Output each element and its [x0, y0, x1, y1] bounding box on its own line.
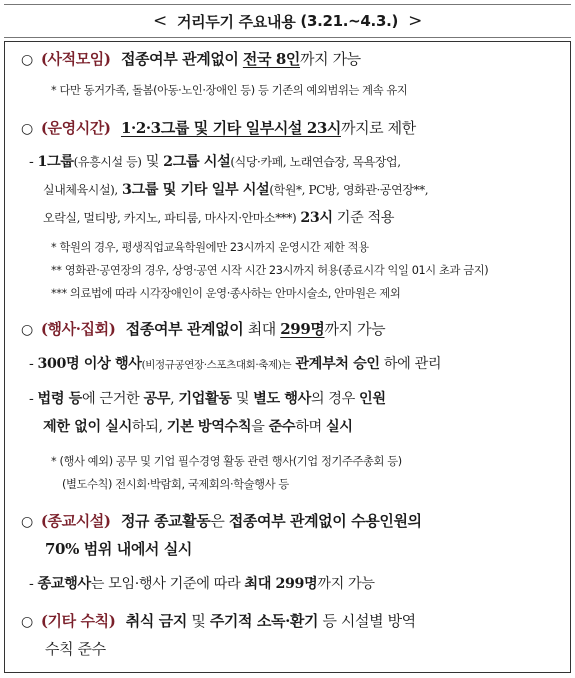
ministry-approval: 관계부처 승인: [295, 356, 380, 372]
gathering-emphasis: 접종여부 관계없이: [120, 50, 239, 68]
hours-detail-line-1: [29, 155, 401, 169]
comply: 준수: [268, 419, 296, 435]
events-detail-line-2: - 법령 등에 근거한 공무, 기업활동 및 별도 행사의 경우 인원: [29, 391, 386, 407]
hours-detail-line-2: [43, 183, 428, 197]
group-2-detail: (식당·카페, 노래연습장, 목욕장업,: [230, 155, 401, 169]
gathering-note: * 다만 동거가족, 돌봄(아동·노인·장애인 등) 등 기존의 예외범위는 계속 유지: [51, 84, 408, 97]
title-bracket-left: <: [152, 11, 167, 31]
events-tail: 까지 가능: [324, 320, 386, 338]
time-limit: 23시: [300, 210, 333, 226]
circle-bullet-icon: ○: [21, 614, 33, 630]
conduct: 실시: [325, 419, 353, 435]
dash-marker: -: [29, 154, 34, 170]
religion-detail: [29, 577, 375, 591]
circle-bullet-icon: ○: [21, 52, 33, 68]
text-segment: 까지 가능: [317, 576, 375, 592]
group-3-detail: (학원*, PC방, 영화관·공연장**,: [269, 183, 429, 197]
section-gathering: [21, 52, 361, 67]
hours-emphasis: 1·2·3그룹 및 기타 일부시설 23시: [120, 119, 341, 137]
legal-basis: 법령 등: [37, 391, 82, 407]
religion-capacity: 70% 범위 내에서 실시: [45, 540, 193, 558]
content-frame: [4, 41, 571, 673]
group-1-detail: (유흥시설 등): [73, 155, 142, 169]
events-emphasis: 접종여부 관계없이: [125, 320, 244, 338]
large-events: 300명 이상 행사: [37, 356, 142, 372]
religion-emphasis: 접종여부 관계없이 수용인원의: [228, 512, 422, 530]
conjunction: 및: [145, 154, 160, 170]
basic-rules: 기본 방역수칙: [166, 419, 252, 435]
dash-marker: -: [29, 391, 34, 407]
gathering-limit: 전국 8인: [242, 50, 301, 68]
hours-note-3: *** 의료법에 따라 시각장애인이 운영·종사하는 안마시술소, 안마원은 제외: [51, 287, 401, 300]
section-religion: [21, 514, 422, 529]
page-title: [4, 4, 571, 38]
circle-bullet-icon: ○: [21, 121, 33, 137]
hours-note-1: * 학원의 경우, 평생직업교육학원에만 23시까지 운영시간 제한 적용: [51, 241, 369, 254]
events-max-label: 최대: [247, 320, 276, 338]
no-eating: 취식 금지: [125, 612, 187, 630]
hours-note-2: ** 영화관·공연장의 경우, 상영·공연 시작 시간 23시까지 허용(종료시각 익일 01시 초과 금지): [51, 264, 489, 277]
separate-event: 별도 행사: [253, 391, 311, 407]
text-segment: 및: [235, 391, 249, 407]
group-2-detail-cont: 실내체육시설),: [43, 183, 118, 197]
ministry-approval-tail: 하에 관리: [383, 356, 442, 372]
events-detail-line-1: [29, 357, 441, 371]
text-segment: 의 경우: [310, 391, 355, 407]
no-limit: 제한 없이 실시: [43, 419, 132, 435]
group-1: 1그룹: [37, 154, 74, 170]
title-text: 거리두기 주요내용: [176, 12, 296, 31]
events-limit: 299명: [280, 320, 325, 338]
gathering-tail: 까지 가능: [300, 50, 361, 68]
text-segment: 하되,: [131, 419, 163, 435]
text-segment: 는 모임·행사 기준에 따라: [90, 576, 241, 592]
dash-marker: -: [29, 356, 34, 372]
section-other: [21, 614, 416, 629]
religion-limit: 최대 299명: [244, 576, 318, 592]
text-segment: 등 시설별 방역: [322, 612, 416, 630]
official-duty: 공무: [143, 391, 171, 407]
text-segment: 은: [210, 512, 225, 530]
religion-line-2: [45, 542, 192, 557]
text-segment: 하며: [295, 419, 322, 435]
section-events: [21, 322, 385, 337]
section-tag: (종교시설): [40, 512, 111, 530]
disinfection: 주기적 소독·환기: [209, 612, 319, 630]
group-3-detail-cont: 오락실, 멀티방, 카지노, 파티룸, 마사지·안마소***): [43, 211, 297, 225]
religious-event: 종교행사: [37, 576, 91, 592]
dash-marker: -: [29, 576, 34, 592]
large-events-detail: (비정규공연장·스포츠대회·축제)는: [141, 359, 292, 371]
circle-bullet-icon: ○: [21, 322, 33, 338]
hours-tail: 까지로 제한: [341, 119, 416, 137]
hours-detail-line-3: [43, 211, 394, 225]
group-3: 3그룹 및 기타 일부 시설: [121, 182, 270, 198]
section-hours: [21, 121, 416, 136]
events-detail-line-3: [43, 420, 353, 434]
text-segment: 및: [191, 612, 206, 630]
events-note-1: * (행사 예외) 공무 및 기업 필수경영 활동 관련 행사(기업 정기주주총회 등): [51, 455, 402, 468]
section-tag: (기타 수칙): [40, 612, 116, 630]
section-tag: (사적모임): [40, 50, 111, 68]
headcount: 인원: [359, 391, 386, 407]
religion-regular: 정규 종교활동: [120, 512, 211, 530]
section-tag: (운영시간): [40, 119, 111, 137]
section-tag: (행사·집회): [40, 320, 116, 338]
title-dates: (3.21.~4.3.): [300, 12, 399, 30]
text-segment: 에 근거한: [82, 391, 140, 407]
events-note-2: (별도수칙) 전시회·박람회, 국제회의·학술행사 등: [62, 478, 289, 491]
title-bracket-right: >: [408, 11, 423, 31]
time-limit-tail: 기준 적용: [336, 210, 395, 226]
group-2: 2그룹 시설: [163, 154, 231, 170]
other-line-2: 수칙 준수: [45, 640, 106, 658]
circle-bullet-icon: ○: [21, 514, 33, 530]
business-activity: 기업활동: [178, 391, 232, 407]
text-segment: 을: [251, 419, 265, 435]
